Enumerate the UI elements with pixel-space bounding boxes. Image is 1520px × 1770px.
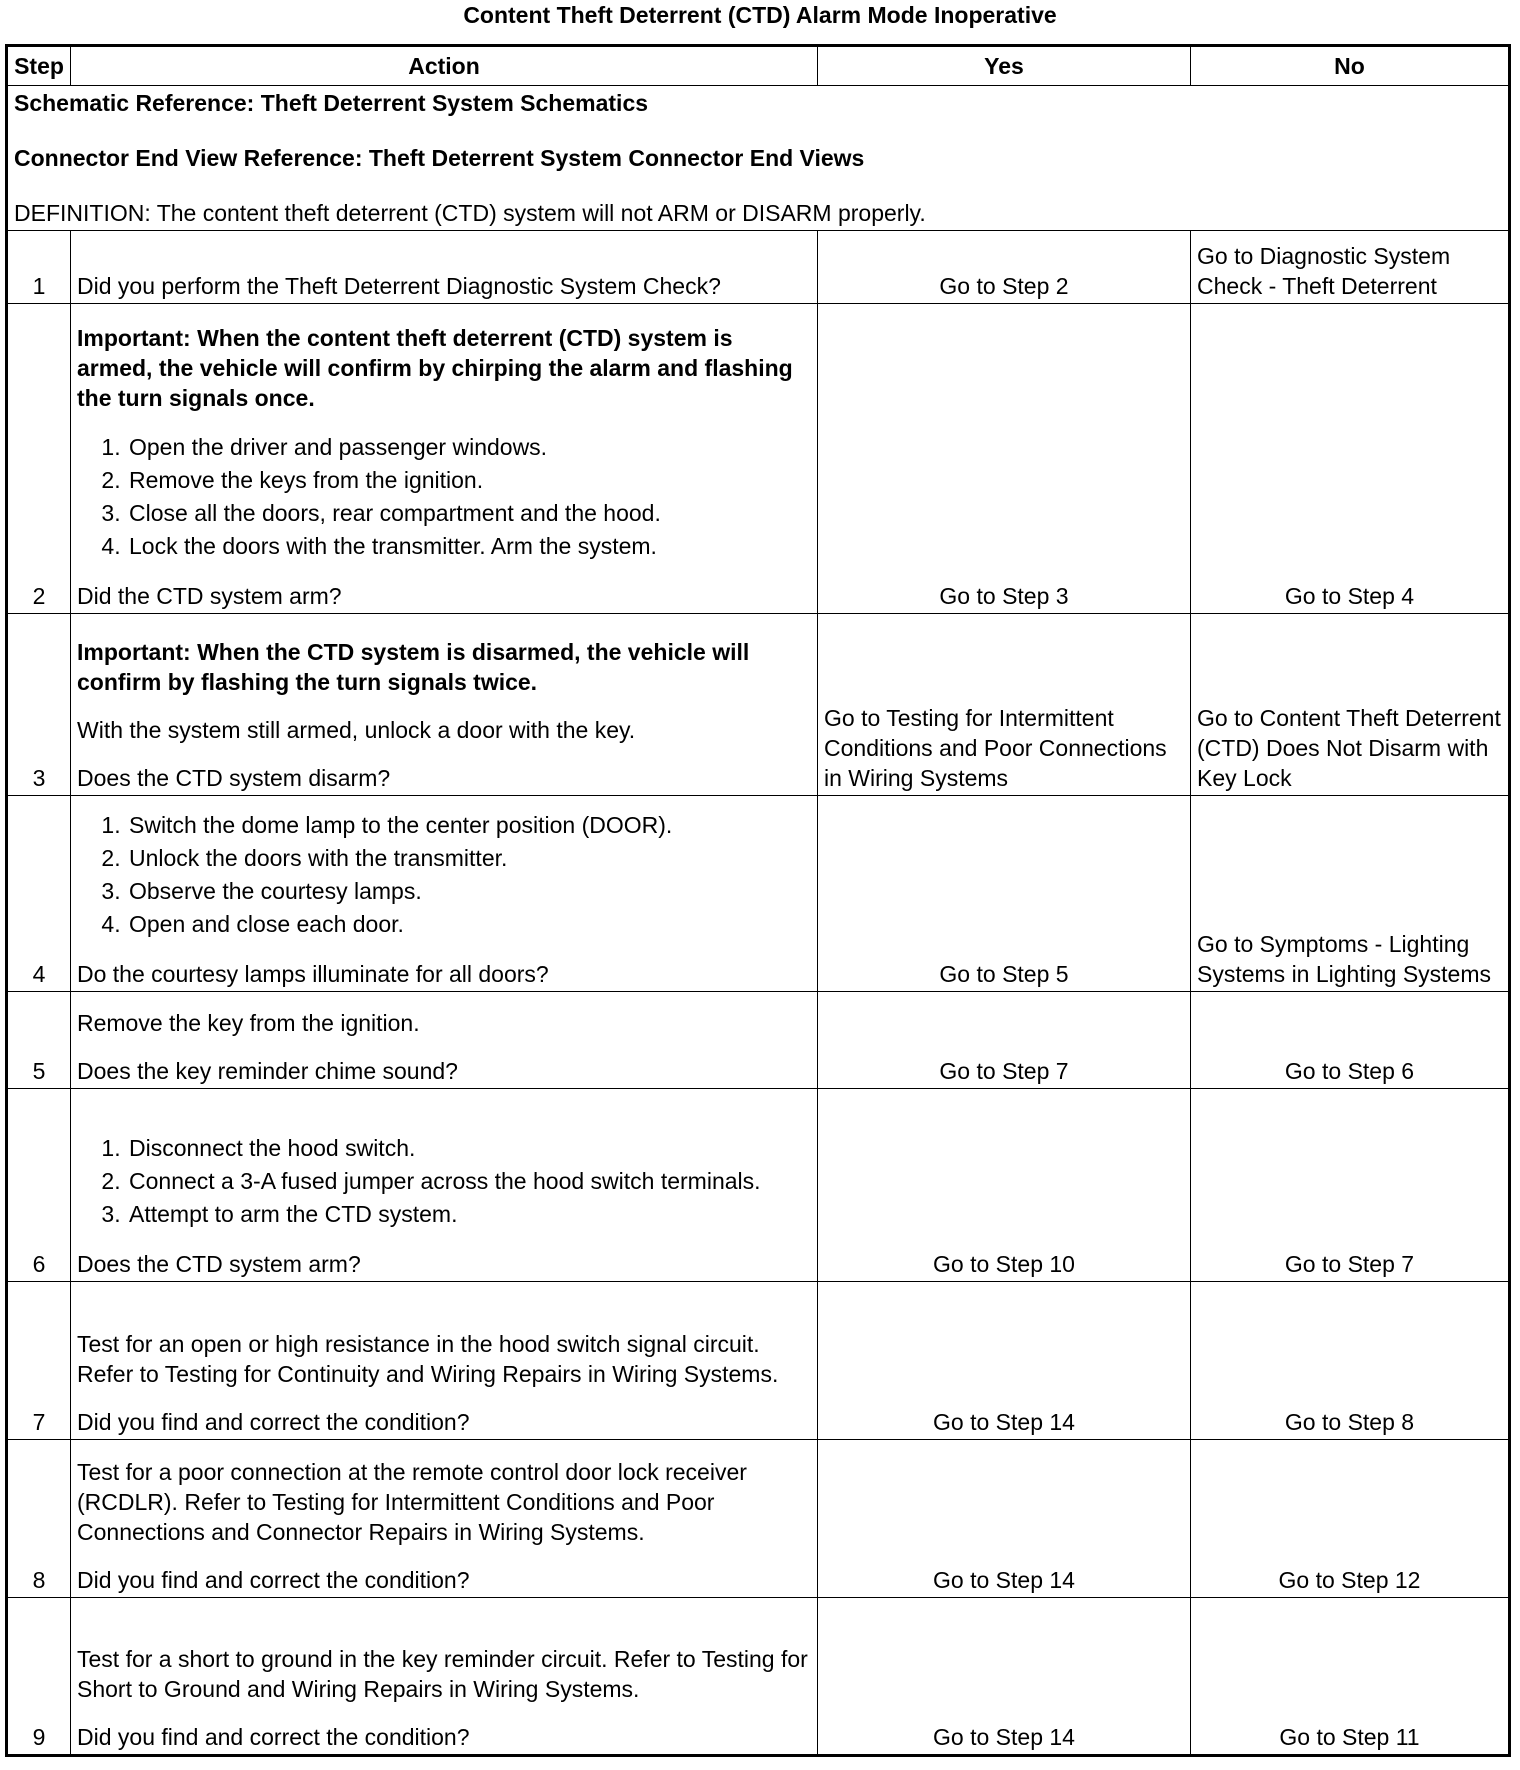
step-question: Does the CTD system disarm? <box>77 765 391 791</box>
step-instruction: Test for a poor connection at the remote control door lock receiver (RCDLR). Refer to Testing for Intermittent Conditions and Poor Connections and Connector Repairs in Wiring Systems. <box>77 1459 747 1545</box>
no-cell: Go to Diagnostic System Check - Theft Deterrent <box>1191 231 1510 304</box>
step-number: 1 <box>7 231 71 304</box>
step-number: 7 <box>7 1282 71 1440</box>
action-cell <box>71 614 818 796</box>
no-cell: Go to Step 8 <box>1191 1282 1510 1440</box>
yes-cell: Go to Step 14 <box>818 1440 1191 1598</box>
action-cell <box>71 1089 818 1282</box>
action-cell <box>71 992 818 1089</box>
reference-row <box>7 86 1510 231</box>
important-note: Important: When the content theft deterrent (CTD) system is armed, the vehicle will confirm by chirping the alarm and flashing the turn signals once. <box>77 325 793 411</box>
header-yes: Yes <box>818 46 1191 86</box>
no-cell: Go to Step 11 <box>1191 1598 1510 1756</box>
yes-cell: Go to Step 14 <box>818 1598 1191 1756</box>
table-row <box>7 1598 1510 1756</box>
table-header-row <box>7 46 1510 86</box>
list-item: 4. Lock the doors with the transmitter. Arm the system. <box>127 530 811 563</box>
step-number: 3 <box>7 614 71 796</box>
step-instruction: With the system still armed, unlock a door with the key. <box>77 717 636 743</box>
step-number: 2 <box>7 304 71 614</box>
action-cell <box>71 231 818 304</box>
no-cell: Go to Step 7 <box>1191 1089 1510 1282</box>
action-cell <box>71 796 818 992</box>
list-item: 3. Close all the doors, rear compartment and the hood. <box>127 497 811 530</box>
yes-cell: Go to Step 14 <box>818 1282 1191 1440</box>
header-action: Action <box>71 46 818 86</box>
header-no: No <box>1191 46 1510 86</box>
page-title: Content Theft Deterrent (CTD) Alarm Mode Inoperative <box>463 2 1057 28</box>
yes-cell: Go to Step 3 <box>818 304 1191 614</box>
yes-cell: Go to Testing for Intermittent Conditions and Poor Connections in Wiring Systems <box>818 614 1191 796</box>
no-cell: Go to Symptoms - Lighting Systems in Lighting Systems <box>1191 796 1510 992</box>
step-question: Does the CTD system arm? <box>77 1251 361 1277</box>
definition-text: DEFINITION: The content theft deterrent (CTD) system will not ARM or DISARM properly. <box>14 200 926 226</box>
step-number: 5 <box>7 992 71 1089</box>
list-item: 3. Attempt to arm the CTD system. <box>127 1198 811 1231</box>
step-question: Did the CTD system arm? <box>77 583 342 609</box>
step-question: Does the key reminder chime sound? <box>77 1058 458 1084</box>
no-cell: Go to Step 12 <box>1191 1440 1510 1598</box>
action-cell <box>71 1282 818 1440</box>
table-row <box>7 1282 1510 1440</box>
table-row <box>7 796 1510 992</box>
table-row <box>7 1440 1510 1598</box>
step-question: Did you perform the Theft Deterrent Diagnostic System Check? <box>77 273 721 299</box>
yes-cell: Go to Step 2 <box>818 231 1191 304</box>
yes-cell: Go to Step 10 <box>818 1089 1191 1282</box>
instruction-list <box>77 431 811 563</box>
list-item: 2. Connect a 3-A fused jumper across the hood switch terminals. <box>127 1165 811 1198</box>
reference-cell <box>7 86 1510 231</box>
instruction-list <box>77 1132 811 1231</box>
no-cell: Go to Step 4 <box>1191 304 1510 614</box>
schematic-reference: Schematic Reference: Theft Deterrent System Schematics <box>14 90 649 116</box>
table-row <box>7 304 1510 614</box>
step-instruction: Test for a short to ground in the key reminder circuit. Refer to Testing for Short to Ground and Wiring Repairs in Wiring Systems. <box>77 1646 808 1702</box>
list-item: 2. Unlock the doors with the transmitter. <box>127 842 811 875</box>
no-cell: Go to Step 6 <box>1191 992 1510 1089</box>
table-row <box>7 231 1510 304</box>
action-cell <box>71 304 818 614</box>
diagnostic-table <box>5 44 1511 1757</box>
step-number: 9 <box>7 1598 71 1756</box>
list-item: 3. Observe the courtesy lamps. <box>127 875 811 908</box>
list-item: 1. Switch the dome lamp to the center position (DOOR). <box>127 809 811 842</box>
list-item: 4. Open and close each door. <box>127 908 811 941</box>
list-item: 1. Open the driver and passenger windows. <box>127 431 811 464</box>
step-instruction: Remove the key from the ignition. <box>77 1010 420 1036</box>
header-step: Step <box>7 46 71 86</box>
step-question: Did you find and correct the condition? <box>77 1724 470 1750</box>
action-cell <box>71 1598 818 1756</box>
table-row <box>7 992 1510 1089</box>
step-question: Did you find and correct the condition? <box>77 1567 470 1593</box>
step-number: 6 <box>7 1089 71 1282</box>
step-question: Do the courtesy lamps illuminate for all doors? <box>77 961 549 987</box>
no-cell: Go to Content Theft Deterrent (CTD) Does Not Disarm with Key Lock <box>1191 614 1510 796</box>
step-number: 8 <box>7 1440 71 1598</box>
action-cell <box>71 1440 818 1598</box>
step-question: Did you find and correct the condition? <box>77 1409 470 1435</box>
yes-cell: Go to Step 5 <box>818 796 1191 992</box>
important-note: Important: When the CTD system is disarmed, the vehicle will confirm by flashing the turn signals twice. <box>77 639 750 695</box>
list-item: 2. Remove the keys from the ignition. <box>127 464 811 497</box>
yes-cell: Go to Step 7 <box>818 992 1191 1089</box>
step-number: 4 <box>7 796 71 992</box>
instruction-list <box>77 809 811 941</box>
table-row <box>7 1089 1510 1282</box>
list-item: 1. Disconnect the hood switch. <box>127 1132 811 1165</box>
connector-reference: Connector End View Reference: Theft Deterrent System Connector End Views <box>14 145 865 171</box>
step-instruction: Test for an open or high resistance in the hood switch signal circuit. Refer to Testing for Continuity and Wiring Repairs in Wiring Systems. <box>77 1331 779 1387</box>
table-row <box>7 614 1510 796</box>
